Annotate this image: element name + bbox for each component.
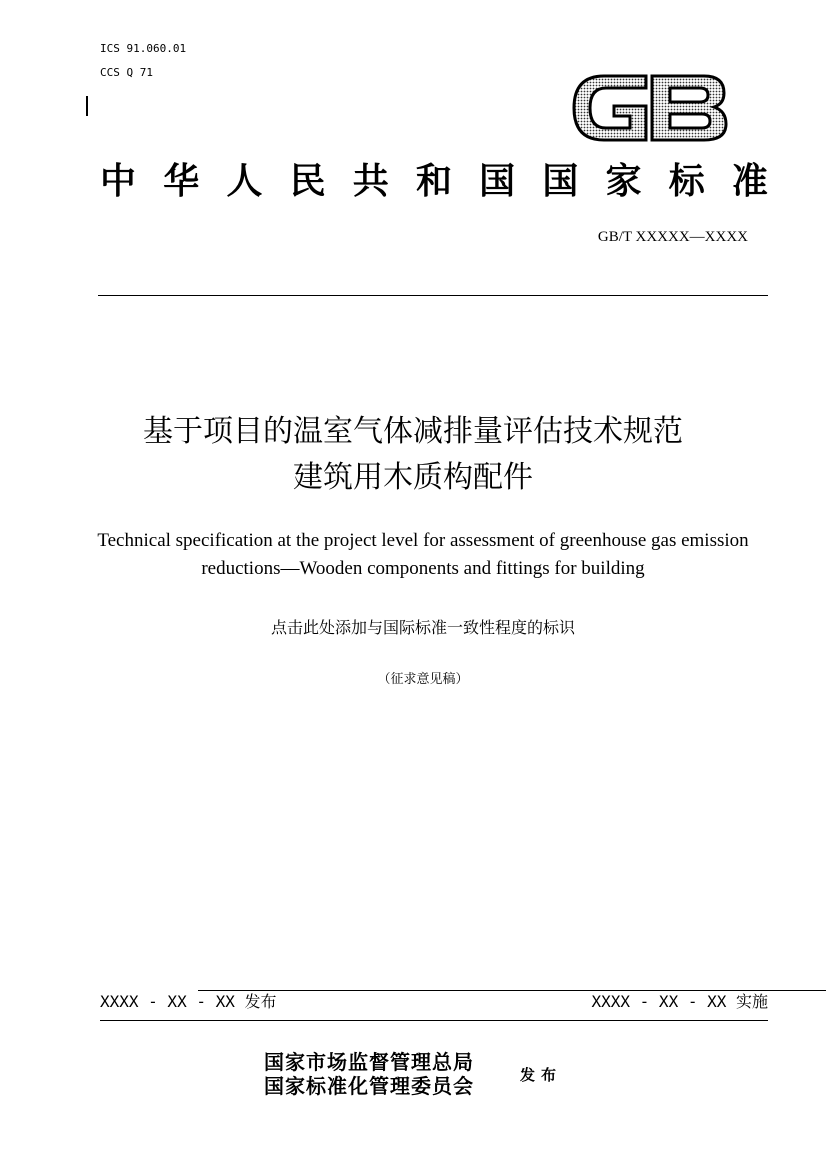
implementation-date: XXXX - XX - XX 实施: [591, 992, 768, 1011]
standard-name-char: 共: [352, 160, 389, 202]
gb-logo-text: GB: [649, 116, 651, 117]
standard-name-char: 国: [479, 160, 516, 202]
standard-name-char: 人: [226, 160, 263, 202]
standard-name-char: 标: [668, 160, 705, 202]
standard-name-char: 华: [163, 160, 200, 202]
footer-divider-top: [198, 990, 826, 991]
issue-date: XXXX - XX - XX 发布: [100, 992, 277, 1011]
issuer-1: 国家市场监督管理总局: [264, 1050, 474, 1074]
title-cn-line-2: 建筑用木质构配件: [293, 460, 533, 495]
title-en-line-1: Technical specification at the project level for assessment of greenhouse gas emission: [97, 530, 749, 551]
publish-label: 发布: [520, 1066, 563, 1084]
standard-name-char: 家: [605, 160, 642, 202]
issuer-2: 国家标准化管理委员会: [264, 1074, 474, 1098]
standard-name-char: 国: [542, 160, 579, 202]
conformity-placeholder[interactable]: 点击此处添加与国际标准一致性程度的标识: [270, 618, 575, 637]
footer-divider-bottom: [100, 1020, 768, 1021]
gb-logo: [568, 66, 730, 150]
margin-mark: [86, 96, 88, 116]
title-cn-line-1: 基于项目的温室气体减排量评估技术规范: [143, 414, 683, 449]
standard-name-char: 民: [289, 160, 326, 202]
ccs-code: CCS Q 71: [100, 66, 153, 79]
standard-number: GB/T XXXXX—XXXX: [597, 229, 748, 245]
standard-name-char: 中: [100, 160, 137, 202]
draft-status: （征求意见稿）: [377, 672, 469, 687]
standard-name: [100, 156, 768, 206]
issuing-authorities: [264, 1050, 474, 1098]
header-divider: [98, 295, 768, 296]
ics-code: ICS 91.060.01: [100, 42, 187, 55]
title-en-line-2: reductions—Wooden components and fittings for building: [201, 558, 645, 579]
standard-name-char: 准: [731, 160, 768, 202]
standard-name-char: 和: [415, 160, 452, 202]
